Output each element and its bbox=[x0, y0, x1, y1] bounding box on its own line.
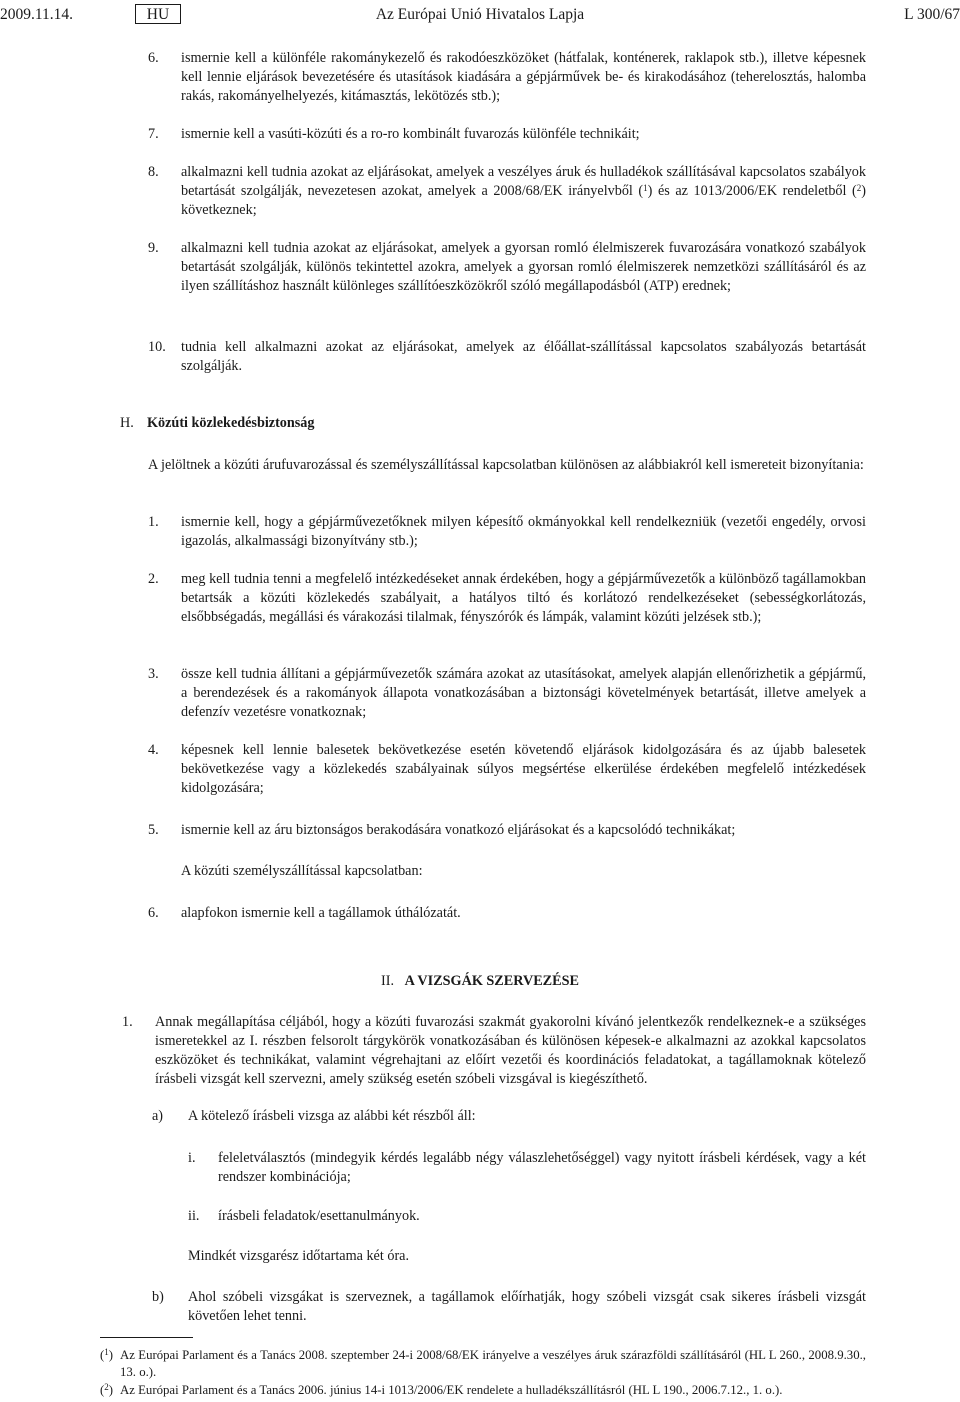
footnote-ref-2[interactable]: 2 bbox=[856, 183, 862, 193]
exam-duration: Mindkét vizsgarész időtartama két óra. bbox=[188, 1248, 410, 1264]
sub-item-b bbox=[152, 1288, 866, 1326]
sub-item-a bbox=[152, 1107, 866, 1126]
h-list-item-2 bbox=[148, 570, 866, 627]
section-h-intro: A jelöltnek a közúti árufuvarozással és személyszállítással kapcsolatban különösen az alábbiakról kell ismereteit bizonyítania: bbox=[148, 457, 864, 473]
item-text-part: alkalmazni kell tudnia azokat az eljárásokat, amelyek a veszélyes áruk és hulladékok szállításával kapcsolatos szabályok betartását szolgálják, nevezetesen azokat, amelyek a 2008/68/EK irányelvből ( bbox=[181, 164, 866, 199]
item-number: 1. bbox=[122, 1014, 133, 1030]
h-list-item-4 bbox=[148, 741, 866, 798]
list-item-8 bbox=[148, 163, 866, 220]
footnote-marker: 1 bbox=[104, 1347, 109, 1357]
list-item-10 bbox=[148, 338, 866, 376]
section-number: II. bbox=[381, 973, 395, 989]
item-roman: ii. bbox=[188, 1208, 200, 1224]
publication-date: 2009.11.14. bbox=[0, 6, 74, 23]
h-list-item-5 bbox=[148, 821, 866, 840]
page-header bbox=[0, 4, 960, 26]
item-text-part: ) és az 1013/2006/EK rendeletből ( bbox=[647, 183, 857, 199]
language-badge: HU bbox=[135, 4, 181, 24]
item-number: 3. bbox=[148, 666, 159, 682]
passenger-transport-heading: A közúti személyszállítással kapcsolatban: bbox=[181, 863, 423, 879]
item-number: 6. bbox=[148, 50, 159, 66]
item-number: 10. bbox=[148, 339, 166, 355]
list-item-9 bbox=[148, 239, 866, 296]
footnote-ref-1[interactable]: 1 bbox=[643, 183, 648, 193]
sub-item-ii bbox=[188, 1207, 866, 1226]
footnote-1 bbox=[100, 1347, 866, 1381]
section-ii-heading bbox=[0, 972, 960, 991]
item-number: 9. bbox=[148, 240, 159, 256]
item-text: ismernie kell a különféle rakománykezelő és rakodóeszközöket (hátfalak, konténerek, raklapok stb.), illetve képesnek kell lennie eljárások bevezetésére és utasítások kiadására a gépjárművek be- és kirakodásához (teherelosztás, halomba rakás, rakományelhelyezés, kitámasztás, lekötözés stb.); bbox=[181, 50, 866, 104]
item-text: alkalmazni kell tudnia azokat az eljárásokat, amelyek a gyorsan romló élelmiszerek fuvarozására vonatkozó szabályok betartását szolgálják, különös tekintettel azokra, amelyek a gyorsan romló élelmiszerek nemzetközi szállításáról és az ilyen szállításhoz használt különleges szállítóeszközökről szóló megállapodásból (ATP) erednek; bbox=[181, 240, 866, 294]
item-text-part: ) következnek; bbox=[181, 183, 867, 218]
item-text: feleletválasztós (mindegyik kérdés legalább négy válaszlehetőséggel) vagy nyitott írásbeli kérdések, vagy a két rendszer kombinációja; bbox=[218, 1150, 866, 1185]
item-text: ismernie kell a vasúti-közúti és a ro-ro kombinált fuvarozás különféle technikáit; bbox=[181, 126, 640, 142]
h-list-item-3 bbox=[148, 665, 866, 722]
item-number: 2. bbox=[148, 571, 159, 587]
footnote-separator bbox=[100, 1337, 193, 1338]
item-number: 8. bbox=[148, 164, 159, 180]
h-list-item-1 bbox=[148, 513, 866, 551]
journal-title: Az Európai Unió Hivatalos Lapja bbox=[375, 6, 585, 23]
ii-list-item-1 bbox=[122, 1013, 866, 1089]
footnote-number: ($^1$) bbox=[100, 1347, 114, 1362]
item-text: képesnek kell lennie balesetek bekövetkezése esetén követendő eljárások kidolgozására és az újabb balesetek bekövetkezése vagy a közlekedés szabályainak súlyos megsértése elkerülése érdekében megfelelő intézkedések kidolgozására; bbox=[181, 742, 866, 796]
item-text: Annak megállapítása céljából, hogy a közúti fuvarozási szakmát gyakorolni kívánó jelentkezők rendelkeznek-e a szükséges ismeretekkel az I. részben felsorolt tárgykörök vonatkozásában és különösen képesek-e alkalmazni az azokkal kapcsolatos eszközöket és technikákat, valamint végrehajtani az előírt vezetői és koordinációs feladatokat, a tagállamoknak kötelező írásbeli vizsgát kell szervezni, amely szükség esetén szóbeli vizsgával is kiegészíthető. bbox=[155, 1014, 866, 1087]
item-text: össze kell tudnia állítani a gépjárművezetők számára azokat az utasításokat, amelyek alapján ellenőrizhetik a gépjármű, a berendezések és a rakományok állapota vonatkozásában a biztonsági követelmények betartását, illetve amelyek a defenzív vezetésre vonatkoznak; bbox=[181, 666, 866, 720]
item-text: alapfokon ismernie kell a tagállamok úthálózatát. bbox=[181, 905, 461, 921]
item-text: A kötelező írásbeli vizsga az alábbi két részből áll: bbox=[188, 1108, 476, 1124]
sub-item-i bbox=[188, 1149, 866, 1187]
item-number: 1. bbox=[148, 514, 159, 530]
item-text: írásbeli feladatok/esettanulmányok. bbox=[218, 1208, 420, 1224]
item-text: tudnia kell alkalmazni azokat az eljárásokat, amelyek az élőállat-szállítással kapcsolatos szabályozás betartását szolgálják. bbox=[181, 339, 866, 374]
list-item-7 bbox=[148, 125, 866, 144]
item-text: meg kell tudnia tenni a megfelelő intézkedéseket annak érdekében, hogy a gépjárművezetők a különböző tagállamokban betartsák a közúti közlekedés szabályait, a hatályos tiltó és korlátozó rendelkezéseket (sebességkorlátozás, elsőbbségadás, megállási és várakozási tilalmak, fényszórók és lámpák, valamint közúti jelzések stb.); bbox=[181, 571, 866, 625]
list-item-6 bbox=[148, 49, 866, 106]
h-list-item-6 bbox=[148, 904, 866, 923]
item-number: 5. bbox=[148, 822, 159, 838]
item-text: ismernie kell, hogy a gépjárművezetőknek milyen képesítő okmányokkal kell rendelkezniük (vezetői engedély, orvosi igazolás, alkalmassági bizonyítvány stb.); bbox=[181, 514, 866, 549]
section-title: A VIZSGÁK SZERVEZÉSE bbox=[404, 973, 579, 989]
page-number: L 300/67 bbox=[904, 6, 960, 23]
footnote-marker: 2 bbox=[104, 1382, 109, 1392]
item-letter: a) bbox=[152, 1108, 164, 1124]
footnote-text: Az Európai Parlament és a Tanács 2008. szeptember 24-i 2008/68/EK irányelve a veszélyes áruk szárazföldi szállításáról (HL L 260., 2008.9.30., 13. o.). bbox=[120, 1348, 866, 1379]
item-number: 4. bbox=[148, 742, 159, 758]
item-number: 7. bbox=[148, 126, 159, 142]
section-number: H. bbox=[120, 415, 134, 431]
item-text: Ahol szóbeli vizsgákat is szerveznek, a tagállamok előírhatják, hogy szóbeli vizsgát csak sikeres írásbeli vizsgát követően lehet tenni. bbox=[188, 1289, 866, 1324]
item-letter: b) bbox=[152, 1289, 164, 1305]
item-text: ismernie kell az áru biztonságos berakodására vonatkozó eljárásokat és a kapcsolódó technikákat; bbox=[181, 822, 736, 838]
footnote-number: ($^2$) bbox=[100, 1382, 114, 1397]
section-title: Közúti közlekedésbiztonság bbox=[147, 415, 315, 431]
footnote-text: Az Európai Parlament és a Tanács 2006. június 14-i 1013/2006/EK rendelete a hulladékszállításról (HL L 190., 2006.7.12., 1. o.). bbox=[120, 1383, 783, 1397]
item-roman: i. bbox=[188, 1150, 196, 1166]
item-text bbox=[181, 163, 866, 220]
item-number: 6. bbox=[148, 905, 159, 921]
footnote-2 bbox=[100, 1382, 866, 1399]
